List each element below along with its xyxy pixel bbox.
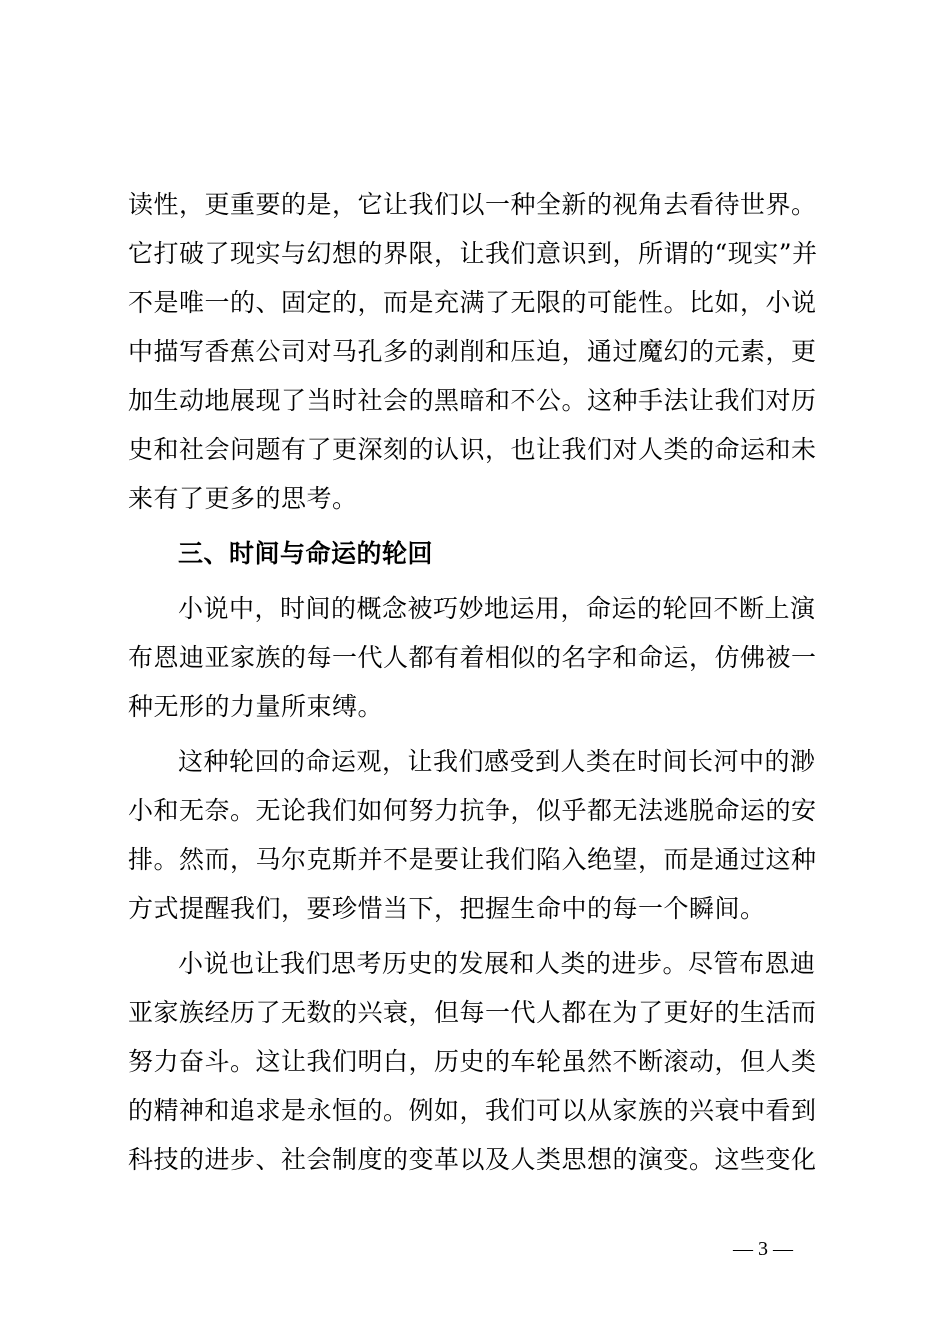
text-line: 小说也让我们思考历史的发展和人类的进步。尽管布恩迪 [178,949,816,978]
paragraph-4 [128,939,840,1184]
document-body [128,180,840,1184]
text-line: 小说中，时间的概念被巧妙地运用，命运的轮回不断上演 [178,594,816,623]
text-line: 方式提醒我们，要珍惜当下，把握生命中的每一个瞬间。 [128,894,766,923]
text-line: 它打破了现实与幻想的界限，让我们意识到，所谓的“现实”并 [128,239,818,268]
text-line: 的精神和追求是永恒的。例如，我们可以从家族的兴衰中看到 [128,1096,817,1125]
text-line: 来有了更多的思考。 [128,484,358,513]
page-number: — 3 — [733,1238,793,1260]
text-line: 不是唯一的、固定的，而是充满了无限的可能性。比如，小说 [128,288,817,317]
text-line: 中描写香蕉公司对马孔多的剥削和压迫，通过魔幻的元素，更 [128,337,817,366]
text-line: 这种轮回的命运观，让我们感受到人类在时间长河中的渺 [178,747,816,776]
text-line: 史和社会问题有了更深刻的认识，也让我们对人类的命运和未 [128,435,817,464]
text-line: 科技的进步、社会制度的变革以及人类思想的演变。这些变化 [128,1145,817,1174]
text-line: 小和无奈。无论我们如何努力抗争，似乎都无法逃脱命运的安 [128,796,817,825]
text-line: 种无形的力量所束缚。 [128,692,384,721]
paragraph-2 [128,584,840,731]
text-line: 排。然而，马尔克斯并不是要让我们陷入绝望，而是通过这种 [128,845,817,874]
paragraph-1 [128,180,840,523]
text-line: 加生动地展现了当时社会的黑暗和不公。这种手法让我们对历 [128,386,817,415]
text-line: 亚家族经历了无数的兴衰，但每一代人都在为了更好的生活而 [128,998,817,1027]
paragraph-3 [128,737,840,933]
text-line: 布恩迪亚家族的每一代人都有着相似的名字和命运，仿佛被一 [128,643,817,672]
text-line: 努力奋斗。这让我们明白，历史的车轮虽然不断滚动，但人类 [128,1047,817,1076]
text-line: 读性，更重要的是，它让我们以一种全新的视角去看待世界。 [128,190,817,219]
section-heading: 三、时间与命运的轮回 [178,539,434,568]
